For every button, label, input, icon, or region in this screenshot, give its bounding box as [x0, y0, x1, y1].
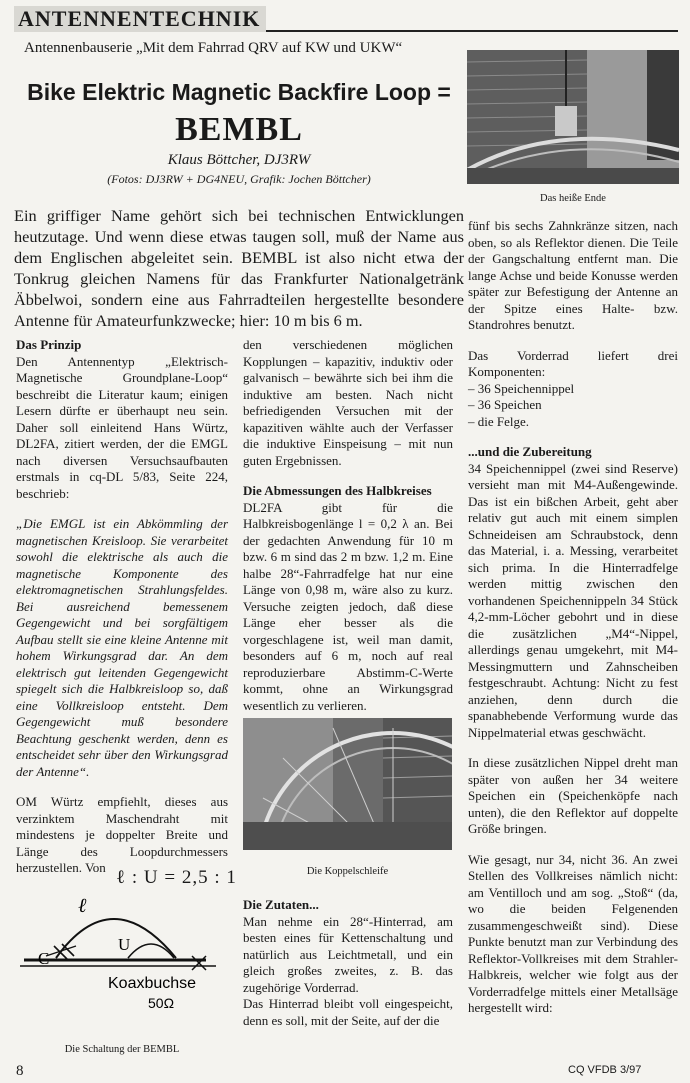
quote-dl2fa: „Die EMGL ist ein Abkömmling der magnetischen Kreisloop. Sie verarbeitet sowohl die elektrische als auch die magnetische Komponente des elektromagnetischen Strahlungsfeldes. Bei ausreichend bemessenem Gegengewicht und bei sorgfältigem Aufbau stellt sie eine kleine Antenne mit hohem Wirkungsgrad dar. An dem elektrisch gut leitenden Gegengewicht spiegelt sich die Halbkreisloop so, daß eine Vollkreisloop entsteht. Dem Gegengewicht muß besondere Beachtung geschenkt werden, denn es entscheidet sehr über den Wirkungsgrad der Antenne“. — [16, 516, 228, 779]
paragraph: OM Würtz empfiehlt, dieses aus verzinktem Maschendraht mit mindestens je doppelter Breite und Länge des Loopdurchmessers herzustellen. Von — [16, 794, 228, 875]
paragraph: 34 Speichennippel (zwei sind Reserve) versieht man mit M4-Außengewinde. Das ist ein bißchen Arbeit, geht aber relativ gut auch mit einem simplen Schneideisen am Schraubstock, denn das Material, i. a. Messing, verarbeitet sich prima. In die Hinterradfelge werden mittig zwischen den vorhandenen Speichennippeln 34 Stück 4,2-mm-Löcher gebohrt und in diese die zusätzlichen „M4“-Nippel, allerdings genau umgekehrt, mit M4-Messingmuttern und Zahnscheiben festgeschraubt. Achtung: Nicht zu fest anziehen, denn durch die spanabhebende Verformung wurde das Nippelmaterial etwas geschwächt. — [468, 460, 678, 740]
paragraph: DL2FA gibt für die Halbkreisbogenlänge l = 0,2 λ an. Bei der gedachten Anwendung für 10 m bzw. 6 m sind das 2 m bzw. 1,2 m. Eine halbe 28“-Fahrradfelge hat nur eine Länge von 0,98 m, wäre also zu kurz. Versuche zeigten jedoch, daß diese Länge eher besser als die vorgeschlagene ist, weil man damit, besonders auf 6 m, noch auf real reproduzierbare Abstimm-C-Werte kommt, ohne an Wirkungsgrad wesentlich zu verlieren. — [243, 499, 453, 713]
page-number: 8 — [16, 1063, 24, 1079]
loop-arc — [56, 919, 176, 958]
section-title: ANTENNENTECHNIK — [14, 6, 266, 32]
paragraph: den verschiedenen möglichen Kopplungen – kapazitiv, induktiv oder galvanisch – bewährte sich bei ihm die induktive am besten. Nach nicht befriedigenden Versuchen mit der kapazitiven wählte auch der Verfasser die induktive Einspeisung – mit nun guten Ergebnissen. — [243, 337, 453, 468]
issue-label: CQ VFDB 3/97 — [568, 1064, 642, 1076]
paragraph: In diese zusätzlichen Nippel dreht man später von außen her 34 weitere Speichen ein (Speichenköpfe nach unten), die den Reflektor auf doppelte Größe bringen. — [468, 755, 678, 836]
coax-label: Koaxbuchse — [108, 975, 197, 992]
article-title: Bike Elektric Magnetic Backfire Loop = — [27, 79, 451, 105]
paragraph: Man nehme ein 28“-Hinterrad, am besten eines für Kettenschaltung und natürlich aus Leichtmetall, und ein gleich großes zweites, z. B. das zugehörige Vorderrad. — [243, 913, 453, 995]
article-author: Klaus Böttcher, DJ3RW — [167, 152, 311, 168]
paragraph: Wie gesagt, nur 34, nicht 36. An zwei Stellen des Vollkreises nämlich nicht: am Ventilloch und am sog. „Stoß“ (da, wo die beiden Felgenenden zusammengeschweißt sind). Diese Punkte benutzt man zur Verbindung des Reflektor-Vollkreises mit dem Strahler-Halbkreis, welcher wie folgt aus der Vorderradfelge mittels einer Metallsäge hergestellt wird: — [468, 851, 678, 1015]
coupling-loop — [128, 944, 174, 958]
column-2 — [243, 337, 453, 714]
paragraph: fünf bis sechs Zahnkränze sitzen, nach oben, so als Reflektor dienen. Die Teile der Gangschaltung entfernt man. Die lange Achse und beide Konusse werden später zur Befestigung der Antenne an der Spitze eines Halte- bzw. Standrohres benutzt. — [468, 218, 678, 332]
section-header — [14, 6, 678, 32]
column-1 — [16, 337, 228, 877]
paragraph: Das Hinterrad bleibt voll eingespeicht, denn es soll, mit der Seite, auf der die — [243, 996, 453, 1028]
ratio-label: ℓ : U = 2,5 : 1 — [116, 867, 237, 888]
schematic-diagram — [16, 860, 228, 1040]
impedance-label: 50Ω — [148, 995, 175, 1011]
paragraph: Das Vorderrad liefert drei Komponenten: — [468, 347, 678, 379]
list-item: – die Felge. — [468, 413, 530, 429]
caption-schematic: Die Schaltung der BEMBL — [64, 1044, 180, 1055]
photo-credits: (Fotos: DJ3RW + DG4NEU, Grafik: Jochen Böttcher) — [107, 172, 371, 186]
article-title-acronym: BEMBL — [175, 111, 303, 148]
series-subtitle: Antennenbauserie „Mit dem Fahrrad QRV auf KW und UKW“ — [24, 40, 403, 56]
caption-hot-end: Das heiße Ende — [540, 193, 606, 204]
heading-prinzip: Das Prinzip — [16, 337, 82, 352]
loop-length-label: ℓ — [78, 895, 87, 917]
capacitor-label: C — [38, 949, 50, 968]
heading-zubereitung: ...und die Zubereitung — [468, 444, 592, 459]
heading-zutaten: Die Zutaten... — [243, 897, 319, 912]
list-item: – 36 Speichen — [468, 397, 542, 412]
circumference-label: U — [118, 935, 131, 954]
photo-hot-end — [467, 50, 679, 184]
list-item: – 36 Speichennippel — [468, 380, 575, 396]
heading-abmessungen: Die Abmessungen des Halbkreises — [243, 483, 432, 498]
column-2-lower — [243, 897, 453, 1029]
lead-paragraph: Ein griffiger Name gehört sich bei technischen Entwicklungen heutzutage. Und wenn diese etwas taugen soll, muß der Name aus dem Englischen abgeleitet sein. BEMBL ist also nicht etwa der Tonkrug gleichen Namens für das Frankfurter Nationalgetränk Äbbelwoi, sondern eine aus Fahrradteilen hergestellte besondere Antenne für Amateurfunkzwecke; hier: 10 m bis 6 m. — [14, 206, 464, 330]
column-3 — [468, 218, 678, 1017]
photo-coupling-loop — [243, 718, 452, 850]
caption-coupling-loop: Die Koppelschleife — [306, 866, 389, 877]
paragraph: Den Antennentyp „Elektrisch-Magnetische Groundplane-Loop“ beschreibt die Literatur kaum; einigen Lesern dürfte er überhaupt neu sein. Daher soll einleitend Hans Würtz, DL2FA, zitiert werden, der die EMGL nach diversen Versuchsaufbauten erstmals in cq-DL 5/83, Seite 224, beschrieb: — [16, 353, 228, 501]
